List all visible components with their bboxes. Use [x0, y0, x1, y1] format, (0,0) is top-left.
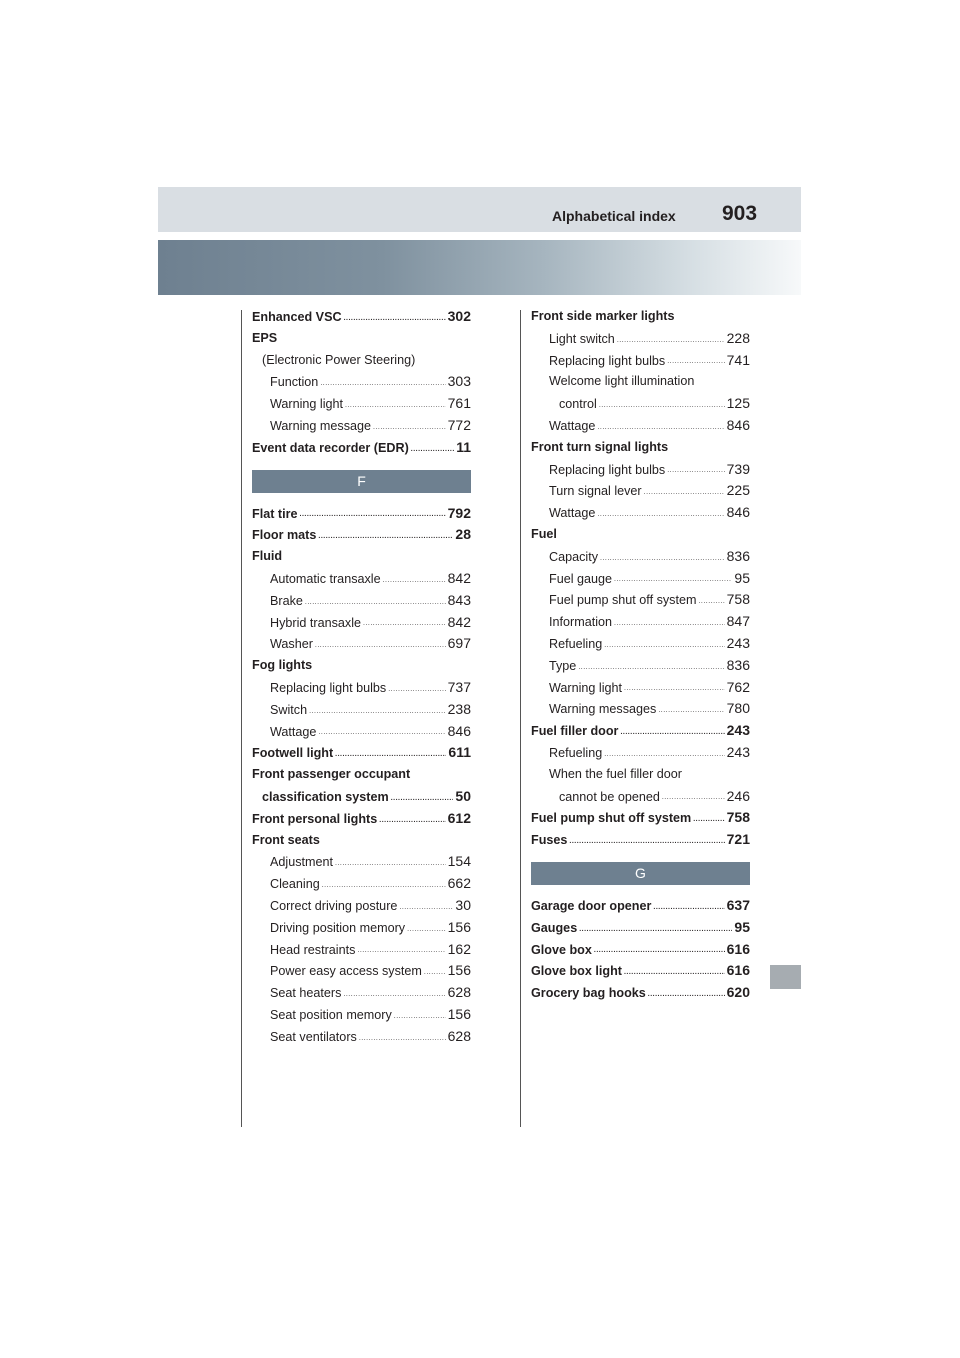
chapter-tab	[770, 965, 801, 989]
index-entry	[531, 437, 750, 459]
dot-leader	[344, 315, 446, 322]
index-entry	[531, 786, 750, 808]
entry-text: Front passenger occupant	[252, 767, 411, 782]
dot-leader	[648, 991, 725, 998]
dot-leader	[357, 947, 445, 954]
index-entry	[252, 851, 471, 873]
entry-page-number: 737	[447, 678, 471, 695]
dot-leader	[305, 599, 446, 606]
entry-text: Fuses	[531, 833, 568, 848]
dot-leader	[394, 1013, 446, 1020]
entry-text: (Electronic Power Steering)	[262, 352, 416, 367]
dot-leader	[620, 729, 724, 736]
entry-page-number: 761	[447, 395, 471, 412]
entry-page-number: 846	[447, 722, 471, 739]
entry-page-number: 156	[447, 962, 471, 979]
entry-page-number: 616	[726, 940, 750, 957]
dot-leader	[667, 358, 724, 365]
section-banner	[158, 240, 801, 295]
dot-leader	[604, 642, 724, 649]
entry-text: EPS	[252, 330, 278, 345]
entry-text: Front personal lights	[252, 811, 378, 826]
entry-page-number: 162	[447, 940, 471, 957]
entry-page-number: 238	[447, 700, 471, 717]
dot-leader	[594, 947, 725, 954]
dot-leader	[579, 926, 732, 933]
entry-page-number: 637	[726, 896, 750, 913]
dot-leader	[617, 337, 725, 344]
index-entry	[252, 960, 471, 982]
index-entry	[252, 721, 471, 743]
entry-text: Fuel gauge	[549, 571, 613, 586]
entry-page-number: 628	[447, 984, 471, 1001]
entry-text: Glove box light	[531, 964, 622, 979]
index-entry	[531, 480, 750, 502]
entry-page-number: 156	[447, 1005, 471, 1022]
entry-page-number: 842	[447, 613, 471, 630]
entry-page-number: 95	[734, 569, 750, 586]
index-entry	[252, 633, 471, 655]
entry-text: control	[559, 397, 597, 412]
dot-leader	[383, 577, 446, 584]
dot-leader	[359, 1035, 446, 1042]
dot-leader	[698, 598, 724, 605]
dot-leader	[578, 664, 724, 671]
entry-text: Glove box	[531, 942, 592, 957]
entry-page-number: 30	[455, 896, 471, 913]
index-entry	[531, 960, 750, 982]
entry-page-number: 246	[726, 787, 750, 804]
entry-text: Refueling	[549, 636, 603, 651]
index-entry	[252, 699, 471, 721]
dot-leader	[320, 380, 445, 387]
index-entry	[252, 371, 471, 393]
dot-leader	[335, 751, 446, 758]
entry-page-number: 156	[447, 918, 471, 935]
entry-text: Adjustment	[270, 855, 333, 870]
index-entry	[531, 698, 750, 720]
entry-text: When the fuel filler door	[549, 766, 683, 781]
entry-text: Seat ventilators	[270, 1029, 357, 1044]
index-entry	[252, 982, 471, 1004]
index-entry	[531, 459, 750, 481]
entry-text: Fluid	[252, 549, 283, 564]
dot-leader	[379, 817, 445, 824]
entry-text: Event data recorder (EDR)	[252, 440, 409, 455]
index-entry	[531, 371, 750, 393]
index-entry	[531, 568, 750, 590]
dot-leader	[569, 838, 724, 845]
entry-text: Warning messages	[549, 702, 657, 717]
dot-leader	[599, 402, 725, 409]
dot-leader	[300, 511, 446, 518]
entry-page-number: 780	[726, 700, 750, 717]
entry-text: Brake	[270, 593, 303, 608]
dot-leader	[399, 904, 453, 911]
entry-page-number: 697	[447, 635, 471, 652]
dot-leader	[624, 969, 725, 976]
entry-text: Grocery bag hooks	[531, 986, 646, 1001]
entry-text: Wattage	[270, 724, 317, 739]
entry-page-number: 225	[726, 482, 750, 499]
index-entry	[252, 306, 471, 328]
entry-text: Replacing light bulbs	[270, 680, 387, 695]
entry-page-number: 628	[447, 1027, 471, 1044]
entry-page-number: 836	[726, 656, 750, 673]
entry-page-number: 758	[726, 809, 750, 826]
index-entry	[531, 633, 750, 655]
index-entry	[531, 524, 750, 546]
entry-text: Correct driving posture	[270, 898, 398, 913]
index-entry	[252, 873, 471, 895]
index-entry	[252, 1004, 471, 1026]
entry-page-number: 836	[726, 547, 750, 564]
entry-text: Front side marker lights	[531, 309, 675, 323]
dot-leader	[624, 685, 725, 692]
dot-leader	[693, 816, 724, 823]
entry-page-number: 843	[447, 591, 471, 608]
entry-text: Head restraints	[270, 942, 356, 957]
entry-text: Fuel pump shut off system	[549, 593, 697, 608]
dot-leader	[653, 904, 724, 911]
entry-page-number: 612	[447, 809, 471, 826]
entry-page-number: 662	[447, 875, 471, 892]
entry-text: Refueling	[549, 745, 603, 760]
index-entry	[531, 306, 750, 328]
entry-text: Light switch	[549, 331, 615, 346]
dot-leader	[597, 511, 724, 518]
index-entry	[531, 546, 750, 568]
entry-text: Fuel	[531, 526, 557, 541]
index-entry	[252, 524, 471, 546]
index-entry	[531, 829, 750, 851]
index-entry	[252, 1026, 471, 1048]
dot-leader	[407, 926, 446, 933]
index-entry	[252, 786, 471, 808]
entry-page-number: 847	[726, 613, 750, 630]
entry-page-number: 616	[726, 962, 750, 979]
dot-leader	[343, 991, 445, 998]
entry-text: Garage door opener	[531, 898, 652, 913]
dot-leader	[667, 467, 724, 474]
dot-leader	[411, 446, 454, 453]
entry-text: Fuel pump shut off system	[531, 811, 692, 826]
entry-page-number: 842	[447, 569, 471, 586]
entry-text: Floor mats	[252, 528, 317, 543]
index-entry	[531, 589, 750, 611]
entry-text: Wattage	[549, 418, 596, 433]
entry-page-number: 243	[726, 743, 750, 760]
header-band	[158, 187, 801, 232]
entry-text: classification system	[262, 789, 389, 804]
dot-leader	[614, 576, 732, 583]
index-entry	[252, 590, 471, 612]
index-entry	[252, 328, 471, 350]
dot-leader	[597, 424, 724, 431]
entry-text: Warning message	[270, 418, 372, 433]
entry-page-number: 846	[726, 416, 750, 433]
entry-page-number: 762	[726, 678, 750, 695]
dot-leader	[614, 620, 725, 627]
page-number: 903	[722, 202, 758, 225]
index-entry	[531, 655, 750, 677]
entry-text: Cleaning	[270, 877, 320, 892]
entry-text: Automatic transaxle	[270, 571, 381, 586]
dot-leader	[662, 794, 725, 801]
index-entry	[531, 393, 750, 415]
entry-text: Turn signal lever	[549, 484, 642, 499]
entry-text: Fog lights	[252, 658, 313, 673]
index-entry	[252, 939, 471, 961]
index-entry	[531, 502, 750, 524]
entry-text: Wattage	[549, 506, 596, 521]
dot-leader	[424, 969, 446, 976]
index-entry	[252, 612, 471, 634]
entry-page-number: 243	[726, 634, 750, 651]
entry-text: Fuel filler door	[531, 724, 619, 739]
index-entry	[531, 328, 750, 350]
dot-leader	[644, 489, 725, 496]
entry-page-number: 95	[734, 918, 750, 935]
entry-text: Function	[270, 375, 319, 390]
index-entry	[252, 546, 471, 568]
column-divider-left	[241, 310, 242, 1127]
dot-leader	[363, 620, 446, 627]
entry-page-number: 611	[448, 744, 471, 761]
entry-page-number: 243	[726, 722, 750, 739]
index-entry	[531, 677, 750, 699]
page-title: Alphabetical index	[552, 208, 676, 224]
index-entry	[252, 393, 471, 415]
index-entry	[252, 437, 471, 459]
section-header-f: F	[252, 470, 471, 493]
dot-leader	[309, 708, 446, 715]
index-entry	[252, 742, 471, 764]
entry-text: Enhanced VSC	[252, 310, 342, 324]
entry-text: Welcome light illumination	[549, 374, 695, 389]
index-column-left	[252, 306, 471, 1048]
entry-page-number: 721	[726, 831, 750, 848]
entry-text: Driving position memory	[270, 920, 406, 935]
entry-text: Gauges	[531, 920, 578, 935]
index-entry	[252, 350, 471, 372]
entry-page-number: 303	[447, 373, 471, 390]
index-entry	[252, 830, 471, 852]
entry-text: Warning light	[549, 680, 623, 695]
entry-text: Seat heaters	[270, 986, 342, 1001]
dot-leader	[345, 402, 446, 409]
entry-page-number: 772	[447, 416, 471, 433]
entry-text: Front turn signal lights	[531, 439, 669, 454]
index-entry	[531, 939, 750, 961]
index-entry	[531, 742, 750, 764]
entry-page-number: 792	[447, 504, 471, 521]
index-entry	[531, 982, 750, 1004]
entry-text: Power easy access system	[270, 964, 422, 979]
index-entry	[252, 917, 471, 939]
section-header-g: G	[531, 862, 750, 885]
dot-leader	[335, 860, 446, 867]
dot-leader	[604, 751, 724, 758]
entry-page-number: 846	[726, 504, 750, 521]
entry-text: Warning light	[270, 397, 344, 412]
dot-leader	[388, 686, 445, 693]
entry-page-number: 741	[726, 351, 750, 368]
entry-page-number: 11	[456, 438, 471, 455]
entry-text: Type	[549, 658, 577, 673]
entry-text: Front seats	[252, 832, 320, 847]
index-entry	[252, 677, 471, 699]
index-entry	[531, 350, 750, 372]
index-column-right	[531, 306, 750, 1004]
entry-text: Replacing light bulbs	[549, 462, 666, 477]
index-entry	[252, 808, 471, 830]
entry-page-number: 228	[726, 329, 750, 346]
dot-leader	[658, 707, 724, 714]
dot-leader	[373, 424, 446, 431]
entry-page-number: 125	[726, 395, 750, 412]
index-entry	[531, 917, 750, 939]
entry-page-number: 50	[455, 787, 471, 804]
entry-page-number: 302	[447, 308, 471, 324]
entry-page-number: 620	[726, 984, 750, 1001]
index-entry	[531, 611, 750, 633]
entry-page-number: 28	[455, 526, 471, 543]
entry-text: Replacing light bulbs	[549, 353, 666, 368]
entry-text: Seat position memory	[270, 1007, 392, 1022]
entry-page-number: 739	[726, 460, 750, 477]
dot-leader	[315, 642, 446, 649]
index-entry	[531, 764, 750, 786]
index-entry	[252, 895, 471, 917]
dot-leader	[600, 555, 725, 562]
column-divider-right	[520, 310, 521, 1127]
dot-leader	[318, 729, 445, 736]
entry-page-number: 154	[447, 853, 471, 870]
index-entry	[252, 503, 471, 525]
index-entry	[252, 764, 471, 786]
index-entry	[531, 720, 750, 742]
index-entry	[531, 895, 750, 917]
entry-text: Footwell light	[252, 746, 334, 761]
dot-leader	[322, 882, 446, 889]
entry-text: Information	[549, 615, 612, 630]
entry-page-number: 758	[726, 591, 750, 608]
dot-leader	[318, 533, 453, 540]
entry-text: Switch	[270, 702, 308, 717]
dot-leader	[391, 795, 454, 802]
index-entry	[531, 415, 750, 437]
entry-text: cannot be opened	[559, 789, 660, 804]
entry-text: Hybrid transaxle	[270, 615, 361, 630]
entry-text: Washer	[270, 637, 313, 652]
entry-text: Capacity	[549, 549, 598, 564]
index-entry	[252, 415, 471, 437]
index-entry	[252, 655, 471, 677]
index-entry	[531, 807, 750, 829]
entry-text: Flat tire	[252, 506, 298, 521]
index-entry	[252, 568, 471, 590]
